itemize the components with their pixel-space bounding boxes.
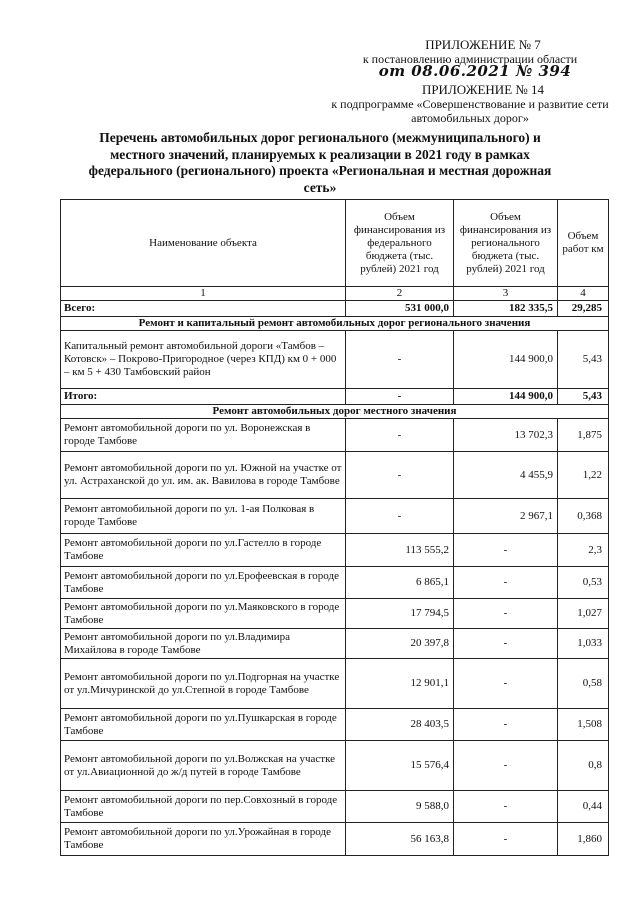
- subtotal-regional: 144 900,0: [454, 389, 558, 405]
- object-name: Ремонт автомобильной дороги по ул.Ерофеевская в городе Тамбове: [61, 567, 346, 599]
- header-federal: Объем финансирования из федерального бюджета (тыс. рублей) 2021 год: [346, 200, 454, 287]
- table-row: [61, 659, 609, 709]
- table-row: [61, 823, 609, 856]
- total-federal: 531 000,0: [346, 301, 454, 317]
- section-local-title-row: [61, 405, 609, 419]
- subtotal-label: Итого:: [61, 389, 346, 405]
- table-row: [61, 567, 609, 599]
- table-row: [61, 452, 609, 499]
- table-row: [61, 741, 609, 791]
- volume-value: 0,368: [558, 499, 609, 534]
- document-title: Перечень автомобильных дорог регионального (межмуниципального) и местного значений, планируемых к реализации в 2021 году в рамках федерального (регионального) проекта «Региональная и местная дорожная сеть»: [88, 130, 552, 195]
- regional-value: -: [454, 534, 558, 567]
- subtotal-volume: 5,43: [558, 389, 609, 405]
- volume-value: 1,875: [558, 419, 609, 452]
- table-row: [61, 419, 609, 452]
- volume-value: 1,027: [558, 599, 609, 629]
- object-name: Ремонт автомобильной дороги по ул. 1-ая Полковая в городе Тамбове: [61, 499, 346, 534]
- subtotal-row: [61, 389, 609, 405]
- federal-value: 12 901,1: [346, 659, 454, 709]
- object-name: Ремонт автомобильной дороги по ул.Пушкарская в городе Тамбове: [61, 709, 346, 741]
- object-name: Капитальный ремонт автомобильной дороги «Тамбов – Котовск» – Покрово-Пригородное (через КПД) км 0 + 000 – км 5 + 430 Тамбовский район: [61, 331, 346, 389]
- header-name: Наименование объекта: [61, 200, 346, 287]
- object-name: Ремонт автомобильной дороги по ул.Гастелло в городе Тамбове: [61, 534, 346, 567]
- federal-value: 6 865,1: [346, 567, 454, 599]
- federal-value: 20 397,8: [346, 629, 454, 659]
- table-header-row: [61, 200, 609, 287]
- column-number: 4: [558, 287, 609, 301]
- federal-value: -: [346, 419, 454, 452]
- regional-value: 144 900,0: [454, 331, 558, 389]
- total-regional: 182 335,5: [454, 301, 558, 317]
- object-name: Ремонт автомобильной дороги по ул. Воронежская в городе Тамбове: [61, 419, 346, 452]
- federal-value: -: [346, 331, 454, 389]
- appendix-7-title: ПРИЛОЖЕНИЕ № 7: [425, 37, 541, 52]
- column-number: 2: [346, 287, 454, 301]
- regional-value: 4 455,9: [454, 452, 558, 499]
- federal-value: -: [346, 499, 454, 534]
- total-volume: 29,285: [558, 301, 609, 317]
- federal-value: 56 163,8: [346, 823, 454, 856]
- appendix-14-subtitle: к подпрограмме «Совершенствование и развитие сети автомобильных дорог»: [331, 97, 609, 125]
- volume-value: 1,860: [558, 823, 609, 856]
- volume-value: 2,3: [558, 534, 609, 567]
- volume-value: 1,508: [558, 709, 609, 741]
- table-row: [61, 331, 609, 389]
- regional-value: 2 967,1: [454, 499, 558, 534]
- appendix-14-title: ПРИЛОЖЕНИЕ № 14: [421, 82, 545, 97]
- federal-value: 15 576,4: [346, 741, 454, 791]
- table-row: [61, 791, 609, 823]
- object-name: Ремонт автомобильной дороги по ул.Волжская на участке от ул.Авиационной до ж/д путей в городе Тамбове: [61, 741, 346, 791]
- regional-value: 13 702,3: [454, 419, 558, 452]
- volume-value: 5,43: [558, 331, 609, 389]
- federal-value: 9 588,0: [346, 791, 454, 823]
- table-row: [61, 629, 609, 659]
- federal-value: 113 555,2: [346, 534, 454, 567]
- column-number: 3: [454, 287, 558, 301]
- total-label: Всего:: [61, 301, 346, 317]
- regional-value: -: [454, 659, 558, 709]
- column-number-row: [61, 287, 609, 301]
- section-regional-title: Ремонт и капитальный ремонт автомобильных дорог регионального значения: [61, 317, 609, 331]
- table-row: [61, 499, 609, 534]
- section-local-title: Ремонт автомобильных дорог местного значения: [61, 405, 609, 419]
- federal-value: 28 403,5: [346, 709, 454, 741]
- subtotal-federal: -: [346, 389, 454, 405]
- regional-value: -: [454, 709, 558, 741]
- table-row: [61, 599, 609, 629]
- column-number: 1: [61, 287, 346, 301]
- appendix-7-subtitle: к постановлению администрации области: [362, 52, 578, 66]
- volume-value: 0,8: [558, 741, 609, 791]
- object-name: Ремонт автомобильной дороги по ул. Южной на участке от ул. Астраханской до ул. им. ак. Вавилова в городе Тамбове: [61, 452, 346, 499]
- regional-value: -: [454, 791, 558, 823]
- regional-value: -: [454, 629, 558, 659]
- federal-value: 17 794,5: [346, 599, 454, 629]
- roads-table: [60, 199, 609, 856]
- handwritten-date-signature: от 08.06.2021 № 394: [378, 62, 572, 80]
- object-name: Ремонт автомобильной дороги по ул.Подгорная на участке от ул.Мичуринской до ул.Степной в городе Тамбове: [61, 659, 346, 709]
- table-row: [61, 534, 609, 567]
- header-volume: Объем работ км: [558, 200, 609, 287]
- federal-value: -: [346, 452, 454, 499]
- regional-value: -: [454, 823, 558, 856]
- regional-value: -: [454, 599, 558, 629]
- volume-value: 1,22: [558, 452, 609, 499]
- section-regional-title-row: [61, 317, 609, 331]
- volume-value: 0,44: [558, 791, 609, 823]
- object-name: Ремонт автомобильной дороги по пер.Совхозный в городе Тамбове: [61, 791, 346, 823]
- volume-value: 1,033: [558, 629, 609, 659]
- total-row: [61, 301, 609, 317]
- table-row: [61, 709, 609, 741]
- header-regional: Объем финансирования из регионального бюджета (тыс. рублей) 2021 год: [454, 200, 558, 287]
- volume-value: 0,58: [558, 659, 609, 709]
- object-name: Ремонт автомобильной дороги по ул.Владимира Михайлова в городе Тамбове: [61, 629, 346, 659]
- regional-value: -: [454, 567, 558, 599]
- object-name: Ремонт автомобильной дороги по ул.Урожайная в городе Тамбове: [61, 823, 346, 856]
- object-name: Ремонт автомобильной дороги по ул.Маяковского в городе Тамбове: [61, 599, 346, 629]
- regional-value: -: [454, 741, 558, 791]
- volume-value: 0,53: [558, 567, 609, 599]
